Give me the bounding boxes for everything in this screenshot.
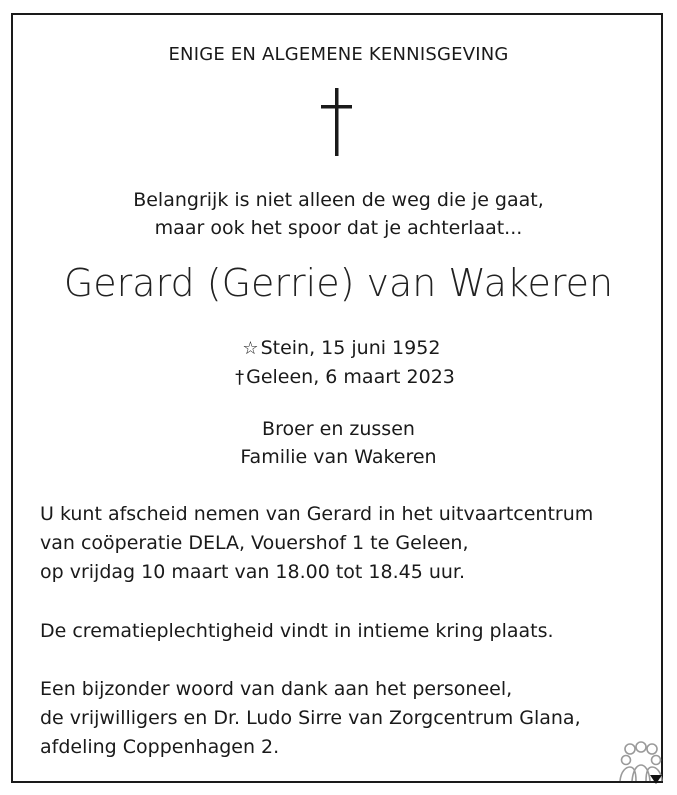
notice-header: ENIGE EN ALGEMENE KENNISGEVING <box>168 44 509 65</box>
thanks-paragraph <box>40 675 650 762</box>
people-group-logo-icon <box>618 741 664 785</box>
paragraph-line: van coöperatie DELA, Vouershof 1 te Geleen, <box>40 532 469 554</box>
family-line: Broer en zussen <box>262 418 415 440</box>
farewell-paragraph <box>40 500 650 587</box>
paragraph-line: op vrijdag 10 maart van 18.00 tot 18.45 uur. <box>40 561 466 583</box>
dagger-icon: † <box>235 367 245 388</box>
birth-line <box>0 334 677 363</box>
paragraph-line: U kunt afscheid nemen van Gerard in het uitvaartcentrum <box>40 503 594 525</box>
cremation-paragraph <box>40 617 650 646</box>
birth-text: Stein, 15 juni 1952 <box>260 337 441 359</box>
death-line <box>0 363 677 392</box>
deceased-name: Gerard (Gerrie) van Wakeren <box>63 261 614 305</box>
quote-line: Belangrijk is niet alleen de weg die je gaat, <box>133 189 544 211</box>
life-dates <box>0 334 677 392</box>
paragraph-line: De crematieplechtigheid vindt in intieme kring plaats. <box>40 620 554 642</box>
family-line: Familie van Wakeren <box>240 446 437 468</box>
latin-cross-icon <box>317 88 357 156</box>
paragraph-line: Een bijzonder woord van dank aan het personeel, <box>40 678 513 700</box>
quote <box>0 186 677 242</box>
star-icon: ☆ <box>242 338 259 359</box>
paragraph-line: de vrijwilligers en Dr. Ludo Sirre van Zorgcentrum Glana, <box>40 707 581 729</box>
family-signatories <box>0 415 677 471</box>
paragraph-line: afdeling Coppenhagen 2. <box>40 736 280 758</box>
death-text: Geleen, 6 maart 2023 <box>246 366 455 388</box>
quote-line: maar ook het spoor dat je achterlaat... <box>154 217 523 239</box>
